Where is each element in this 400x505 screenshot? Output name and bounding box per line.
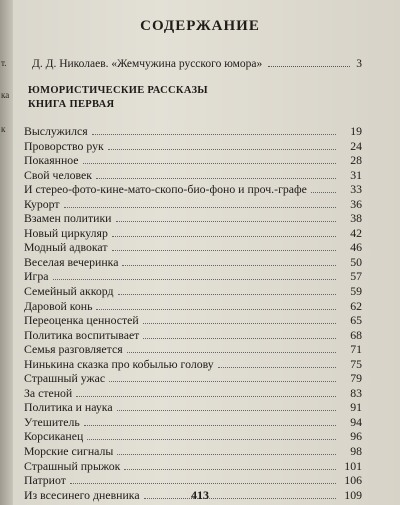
book-heading: КНИГА ПЕРВАЯ bbox=[28, 99, 115, 110]
toc-entry-page: 94 bbox=[350, 414, 362, 429]
left-edge-mark: т. bbox=[1, 58, 7, 68]
section-heading: ЮМОРИСТИЧЕСКИЕ РАССКАЗЫ bbox=[28, 85, 208, 96]
toc-entry-title: Патриот bbox=[24, 473, 66, 488]
toc-entry-page: 65 bbox=[350, 313, 362, 328]
toc-entry-page: 106 bbox=[344, 473, 362, 488]
toc-entry bbox=[24, 459, 362, 474]
toc-entry-page: 36 bbox=[350, 196, 362, 211]
toc-entry-page: 68 bbox=[350, 327, 362, 342]
intro-page: 3 bbox=[356, 58, 362, 70]
toc-entry bbox=[24, 168, 362, 183]
leader-dots bbox=[122, 265, 336, 266]
toc-entry-title: Свой человек bbox=[24, 167, 92, 182]
toc-entry-page: 42 bbox=[350, 225, 362, 240]
leader-dots bbox=[84, 425, 336, 426]
leader-dots bbox=[268, 66, 350, 67]
intro-label: Д. Д. Николаев. «Жемчужина русского юмора» bbox=[32, 58, 263, 70]
toc-entry bbox=[24, 444, 362, 459]
toc-entry bbox=[24, 182, 362, 197]
toc-entry bbox=[24, 269, 362, 284]
leader-dots bbox=[53, 279, 337, 280]
leader-dots bbox=[127, 352, 336, 353]
adjacent-page-edge bbox=[0, 0, 13, 505]
leader-dots bbox=[311, 192, 336, 193]
toc-entry-title: Страшный ужас bbox=[24, 371, 106, 386]
leader-dots bbox=[64, 207, 336, 208]
toc-entry bbox=[24, 429, 362, 444]
left-edge-mark: ка bbox=[1, 90, 10, 100]
leader-dots bbox=[124, 469, 336, 470]
toc-entry bbox=[24, 226, 362, 241]
toc-entry-page: 101 bbox=[344, 458, 362, 473]
toc-entry-title: Переоценка ценностей bbox=[24, 313, 139, 328]
toc-entry bbox=[24, 342, 362, 357]
toc-entry-page: 33 bbox=[350, 182, 362, 197]
toc-entry-page: 50 bbox=[350, 254, 362, 269]
toc-entry-title: За стеной bbox=[24, 385, 73, 400]
leader-dots bbox=[76, 396, 336, 397]
leader-dots bbox=[70, 483, 336, 484]
toc-entry-page: 109 bbox=[344, 487, 362, 502]
toc-entry bbox=[24, 357, 362, 372]
toc-entry bbox=[24, 255, 362, 270]
toc-entry bbox=[24, 328, 362, 343]
toc-entry-page: 28 bbox=[350, 153, 362, 168]
toc-entry bbox=[24, 371, 362, 386]
leader-dots bbox=[116, 221, 337, 222]
toc-entry-page: 46 bbox=[350, 240, 362, 255]
toc-entry bbox=[24, 400, 362, 415]
toc-entry-title: Корсиканец bbox=[24, 429, 84, 444]
toc-entry-title: Модный адвокат bbox=[24, 240, 108, 255]
toc-entry bbox=[24, 473, 362, 488]
leader-dots bbox=[108, 149, 336, 150]
toc-entry-title: Политика воспитывает bbox=[24, 327, 140, 342]
leader-dots bbox=[83, 163, 336, 164]
leader-dots bbox=[118, 294, 336, 295]
toc-entry-page: 75 bbox=[350, 356, 362, 371]
toc-entry bbox=[24, 284, 362, 299]
toc-entry-page: 19 bbox=[350, 124, 362, 138]
toc-entry-page: 57 bbox=[350, 269, 362, 284]
toc-entry-title: И стерео-фото-кине-мато-скопо-био-фоно и проч.-графе bbox=[24, 182, 307, 197]
toc-entry bbox=[24, 386, 362, 401]
toc-entry-title: Новый циркуляр bbox=[24, 225, 108, 240]
toc-entry-title: Семья разговляется bbox=[24, 342, 123, 357]
leader-dots bbox=[117, 410, 336, 411]
toc-entry-title: Игра bbox=[24, 269, 49, 284]
toc-entry-title: Покаянное bbox=[24, 153, 79, 168]
toc-entry-page: 98 bbox=[350, 444, 362, 459]
toc-entry-title: Утешитель bbox=[24, 414, 80, 429]
toc-entry-page: 79 bbox=[350, 371, 362, 386]
left-edge-mark: к bbox=[1, 124, 6, 134]
toc-entry-page: 31 bbox=[350, 167, 362, 182]
toc-entry-title: Взамен политики bbox=[24, 211, 112, 226]
toc-entry-page: 91 bbox=[350, 400, 362, 415]
toc-entry bbox=[24, 124, 362, 139]
toc-entry bbox=[24, 240, 362, 255]
toc-entry bbox=[24, 313, 362, 328]
toc-entry-page: 59 bbox=[350, 284, 362, 299]
toc-entry-page: 24 bbox=[350, 138, 362, 153]
leader-dots bbox=[92, 134, 336, 135]
leader-dots bbox=[117, 454, 336, 455]
toc-entry-title: Курорт bbox=[24, 196, 60, 211]
toc-entry-title: Веселая вечеринка bbox=[24, 254, 119, 269]
page-number: 413 bbox=[191, 488, 209, 502]
toc-entry bbox=[24, 153, 362, 168]
leader-dots bbox=[96, 178, 336, 179]
page-title: СОДЕРЖАНИЕ bbox=[140, 18, 260, 34]
toc-entry-page: 96 bbox=[350, 429, 362, 444]
toc-entry-title: Страшный прыжок bbox=[24, 458, 121, 473]
table-of-contents bbox=[24, 124, 362, 502]
toc-entry-title: Даровой конь bbox=[24, 298, 93, 313]
toc-entry bbox=[24, 139, 362, 154]
leader-dots bbox=[109, 381, 336, 382]
toc-entry-page: 83 bbox=[350, 385, 362, 400]
toc-entry-title: Семейный аккорд bbox=[24, 284, 114, 299]
leader-dots bbox=[87, 439, 336, 440]
toc-entry bbox=[24, 299, 362, 314]
toc-entry-page: 38 bbox=[350, 211, 362, 226]
toc-entry-title: Морские сигналы bbox=[24, 444, 114, 459]
toc-entry-page: 71 bbox=[350, 342, 362, 357]
toc-entry-title: Нинькина сказка про кобылью голову bbox=[24, 356, 214, 371]
toc-entry bbox=[24, 415, 362, 430]
leader-dots bbox=[143, 323, 336, 324]
toc-entry-title: Выслужился bbox=[24, 124, 88, 138]
toc-entry-page: 62 bbox=[350, 298, 362, 313]
toc-entry bbox=[24, 211, 362, 226]
toc-entry-title: Политика и наука bbox=[24, 400, 113, 415]
leader-dots bbox=[112, 250, 336, 251]
intro-entry bbox=[32, 58, 362, 70]
leader-dots bbox=[143, 338, 336, 339]
toc-entry-title: Из всесинего дневника bbox=[24, 487, 140, 502]
toc-entry bbox=[24, 197, 362, 212]
toc-entry-title: Проворство рук bbox=[24, 138, 104, 153]
leader-dots bbox=[112, 236, 336, 237]
leader-dots bbox=[218, 367, 336, 368]
leader-dots bbox=[96, 309, 336, 310]
